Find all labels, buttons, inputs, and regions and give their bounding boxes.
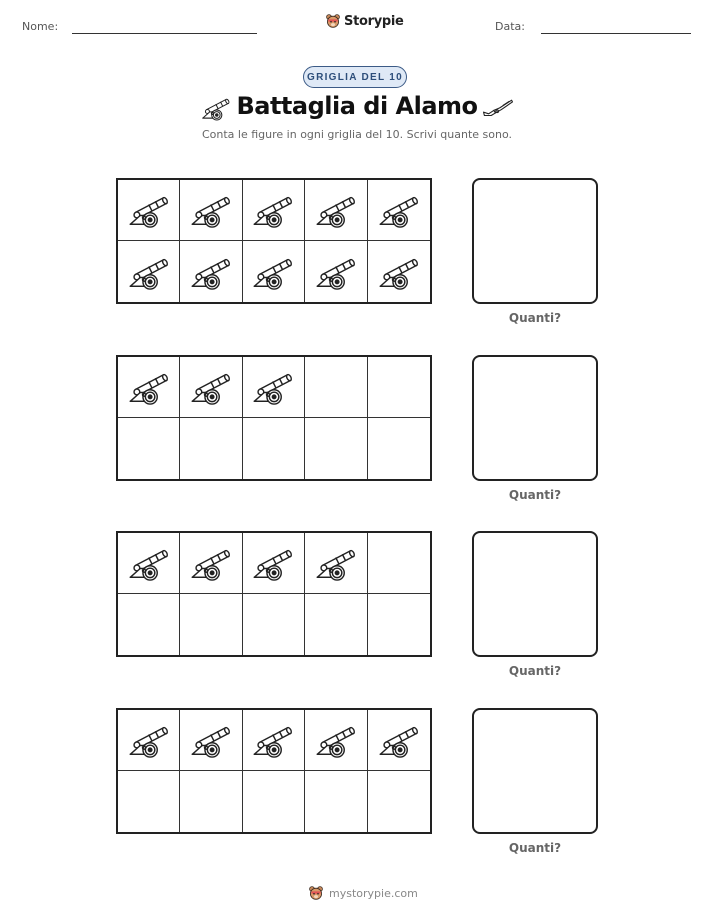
- cannon-icon: [127, 720, 171, 760]
- ten-frame-grid: [116, 708, 432, 834]
- cannon-icon: [314, 720, 358, 760]
- instructions: Conta le figure in ogni griglia del 10. Scrivi quante sono.: [201, 128, 512, 141]
- grid-cell: [118, 180, 180, 241]
- grid-cell: [180, 418, 242, 479]
- cannon-icon: [127, 252, 171, 292]
- answer-box[interactable]: [472, 178, 598, 304]
- grid-cell: [118, 533, 180, 594]
- ten-frame-grid: [116, 178, 432, 304]
- grid-cell: [180, 533, 242, 594]
- grid-cell: [243, 771, 305, 832]
- date-label: Data:: [495, 20, 525, 33]
- grid-cell: [305, 357, 367, 418]
- grid-cell: [180, 710, 242, 771]
- cannon-icon: [189, 720, 233, 760]
- grid-cell: [180, 180, 242, 241]
- grid-cell: [305, 418, 367, 479]
- cannon-icon: [314, 543, 358, 583]
- name-label: Nome:: [22, 20, 59, 33]
- answer-label: Quanti?: [508, 488, 562, 502]
- cannon-icon: [377, 190, 421, 230]
- cannon-icon: [127, 367, 171, 407]
- cannon-icon: [251, 190, 295, 230]
- grid-cell: [305, 533, 367, 594]
- bear-mascot-icon: [325, 13, 341, 29]
- cannon-icon: [127, 190, 171, 230]
- grid-cell: [243, 418, 305, 479]
- grid-cell: [305, 710, 367, 771]
- answer-box[interactable]: [472, 355, 598, 481]
- grid-cell: [243, 594, 305, 655]
- grid-cell: [243, 533, 305, 594]
- grid-cell: [368, 180, 430, 241]
- name-line[interactable]: [72, 33, 257, 34]
- grid-cell: [180, 594, 242, 655]
- answer-label: Quanti?: [508, 664, 562, 678]
- grid-cell: [118, 418, 180, 479]
- grid-cell: [368, 241, 430, 302]
- cannon-icon: [251, 543, 295, 583]
- bear-mascot-icon: [308, 885, 324, 901]
- grid-cell: [305, 594, 367, 655]
- grid-cell: [368, 533, 430, 594]
- page-title: Battaglia di Alamo: [236, 92, 478, 120]
- grid-cell: [305, 180, 367, 241]
- grid-cell: [305, 241, 367, 302]
- cannon-icon: [189, 543, 233, 583]
- ten-frame-grid: [116, 531, 432, 657]
- footer: [308, 885, 418, 901]
- grid-cell: [118, 594, 180, 655]
- cannon-icon: [314, 252, 358, 292]
- grid-cell: [118, 771, 180, 832]
- cannon-icon: [251, 252, 295, 292]
- grid-cell: [368, 594, 430, 655]
- grid-cell: [180, 241, 242, 302]
- cannon-icon: [377, 720, 421, 760]
- cannon-icon: [189, 190, 233, 230]
- grid-cell: [243, 241, 305, 302]
- grid-cell: [243, 710, 305, 771]
- grid-cell: [243, 180, 305, 241]
- grid-cell: [368, 418, 430, 479]
- answer-box[interactable]: [472, 531, 598, 657]
- brand-name: Storypie: [344, 13, 404, 29]
- cannon-icon: [251, 720, 295, 760]
- grid-cell: [368, 710, 430, 771]
- grid-cell: [368, 771, 430, 832]
- cannon-icon: [377, 252, 421, 292]
- cannon-icon: [314, 190, 358, 230]
- grid-cell: [243, 357, 305, 418]
- title-row: [0, 92, 714, 126]
- cannon-icon: [189, 367, 233, 407]
- grid-cell: [368, 357, 430, 418]
- date-line[interactable]: [541, 33, 691, 34]
- grid-cell: [118, 710, 180, 771]
- grid-cell: [180, 771, 242, 832]
- footer-site: mystorypie.com: [329, 886, 418, 900]
- brand-logo: [325, 13, 404, 29]
- ten-frame-grid: [116, 355, 432, 481]
- grid-cell: [305, 771, 367, 832]
- worksheet-badge: GRIGLIA DEL 10: [303, 66, 407, 88]
- cannon-icon: [127, 543, 171, 583]
- rifle-icon: [481, 94, 515, 120]
- grid-cell: [180, 357, 242, 418]
- answer-box[interactable]: [472, 708, 598, 834]
- grid-cell: [118, 241, 180, 302]
- cannon-icon: [251, 367, 295, 407]
- grid-cell: [118, 357, 180, 418]
- answer-label: Quanti?: [508, 841, 562, 855]
- answer-label: Quanti?: [508, 311, 562, 325]
- cannon-icon: [189, 252, 233, 292]
